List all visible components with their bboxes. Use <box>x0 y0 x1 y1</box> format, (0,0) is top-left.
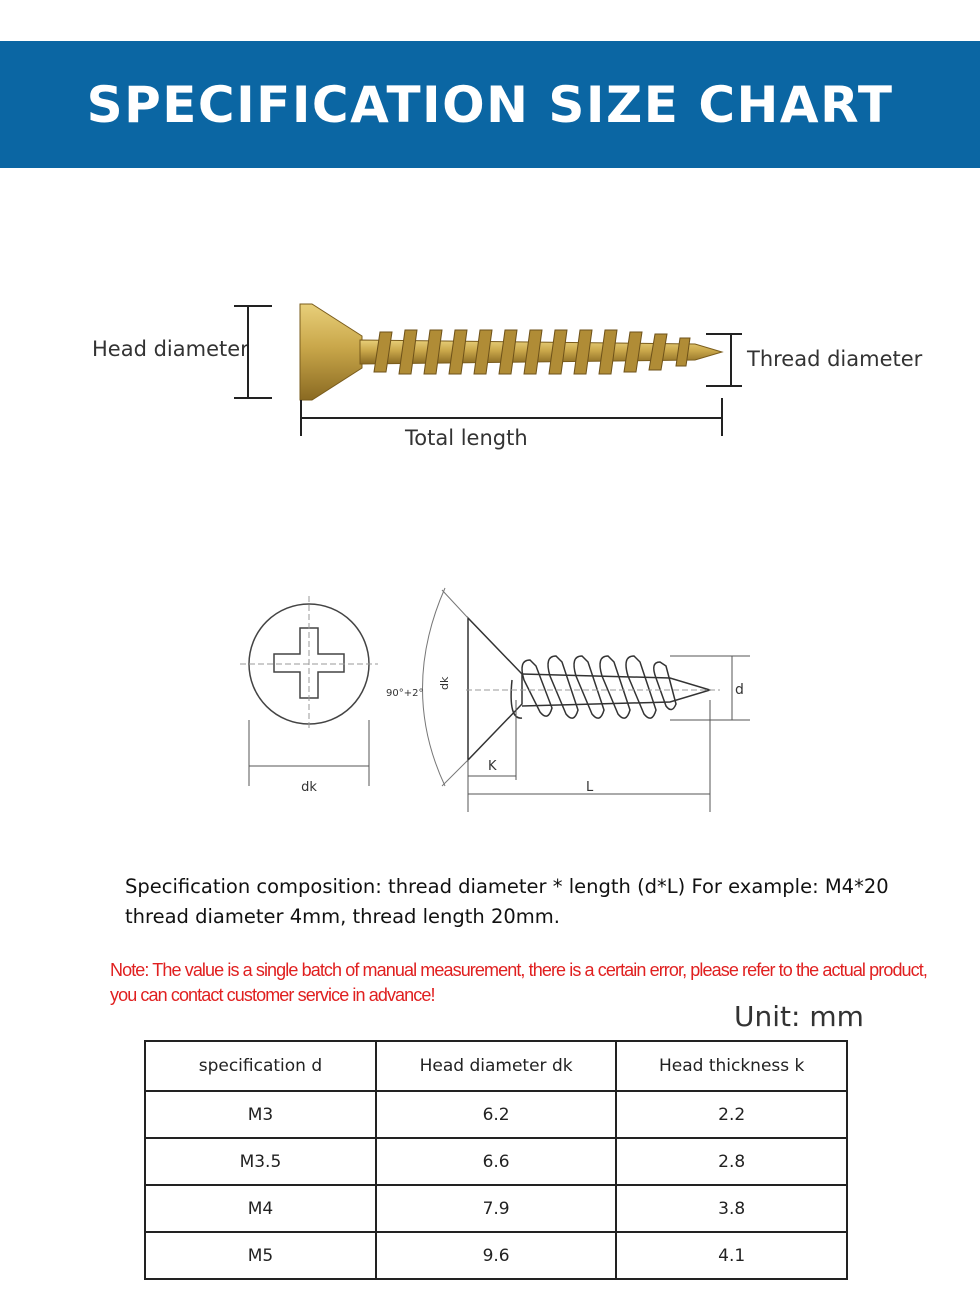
table-row <box>145 1138 847 1185</box>
dk-bottom-label: dk <box>301 780 317 795</box>
l-label: L <box>586 780 594 795</box>
head-diameter-bracket <box>234 306 272 398</box>
cell-head-diameter: 7.9 <box>376 1185 617 1232</box>
cell-head-diameter: 6.2 <box>376 1091 617 1138</box>
screw-technical-drawing <box>230 580 770 820</box>
header-head-thickness: Head thickness k <box>616 1041 847 1091</box>
size-table <box>144 1040 848 1280</box>
cell-head-thickness: 4.1 <box>616 1232 847 1279</box>
table-row <box>145 1091 847 1138</box>
table-header-row <box>145 1041 847 1091</box>
dk-vertical-label: dk <box>438 676 451 690</box>
cell-spec: M3 <box>145 1091 376 1138</box>
side-view-head <box>468 618 522 760</box>
cell-head-thickness: 2.8 <box>616 1138 847 1185</box>
unit-label: Unit: mm <box>734 1000 864 1033</box>
screw-head <box>300 304 362 400</box>
page-title: SPECIFICATION SIZE CHART <box>86 75 894 134</box>
d-label: d <box>735 682 744 698</box>
head-diameter-label: Head diameter <box>92 337 249 361</box>
header-banner <box>0 41 980 168</box>
k-label: K <box>488 759 497 774</box>
cell-spec: M3.5 <box>145 1138 376 1185</box>
header-head-diameter: Head diameter dk <box>376 1041 617 1091</box>
cell-head-thickness: 3.8 <box>616 1185 847 1232</box>
header-specification: specification d <box>145 1041 376 1091</box>
table-row <box>145 1232 847 1279</box>
cell-head-diameter: 6.6 <box>376 1138 617 1185</box>
measurement-note: Note: The value is a single batch of manual measurement, there is a certain error, please refer to the actual product, you can contact customer service in advance! <box>110 960 927 1005</box>
thread-diameter-label: Thread diameter <box>747 347 923 371</box>
side-view-threads <box>511 656 710 718</box>
total-length-dimension <box>301 398 722 436</box>
cell-spec: M5 <box>145 1232 376 1279</box>
table-row <box>145 1185 847 1232</box>
cell-head-diameter: 9.6 <box>376 1232 617 1279</box>
thread-diameter-bracket <box>706 334 742 386</box>
angle-label: 90°+2° <box>386 688 424 699</box>
screw-photo-illustration <box>0 290 980 450</box>
cell-head-thickness: 2.2 <box>616 1091 847 1138</box>
total-length-label: Total length <box>405 426 528 450</box>
specification-description: Specification composition: thread diameter * length (d*L) For example: M4*20 thread diameter 4mm, thread length 20mm. <box>125 875 889 928</box>
cell-spec: M4 <box>145 1185 376 1232</box>
